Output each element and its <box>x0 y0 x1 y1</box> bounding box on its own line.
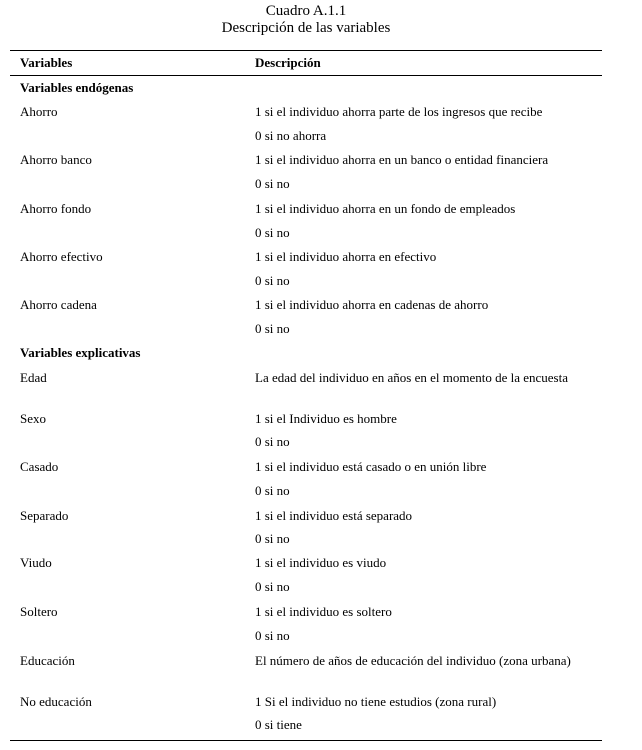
variable-description: 1 si el individuo ahorra en cadenas de ahorro <box>255 297 489 312</box>
zero-value: 0 si no ahorra <box>255 128 327 143</box>
variable-name: Casado <box>20 459 59 474</box>
section-endogenous: Variables endógenas <box>20 80 134 95</box>
section-explanatory: Variables explicativas <box>20 345 141 360</box>
variable-name: Soltero <box>20 604 58 619</box>
header-variables: Variables <box>20 55 73 70</box>
zero-value: 0 si no <box>255 273 290 288</box>
top-rule <box>10 50 602 51</box>
zero-value: 0 si no <box>255 628 290 643</box>
zero-value: 0 si no <box>255 483 290 498</box>
table-caption-title: Descripción de las variables <box>221 20 391 36</box>
variable-description: 1 Si el individuo no tiene estudios (zona rural) <box>255 694 497 709</box>
variable-description: 1 si el individuo es soltero <box>255 604 392 619</box>
zero-value: 0 si no <box>255 176 290 191</box>
variable-name: Separado <box>20 508 69 523</box>
variable-description: 1 si el individuo ahorra en un fondo de empleados <box>255 201 516 216</box>
header-description: Descripción <box>255 55 321 70</box>
zero-value: 0 si no <box>255 579 290 594</box>
zero-value: 0 si tiene <box>255 717 302 732</box>
variable-name: Viudo <box>20 555 52 570</box>
variable-name: Ahorro efectivo <box>20 249 103 264</box>
variable-description: 1 si el individuo ahorra en un banco o entidad financiera <box>255 152 549 167</box>
variable-name: Ahorro cadena <box>20 297 97 312</box>
variable-description: 1 si el individuo es viudo <box>255 555 387 570</box>
variable-description: 1 si el Individuo es hombre <box>255 411 397 426</box>
variable-name: Sexo <box>20 411 46 426</box>
variable-description: 1 si el individuo ahorra parte de los ingresos que recibe <box>255 104 543 119</box>
header-rule <box>10 75 602 76</box>
zero-value: 0 si no <box>255 321 290 336</box>
variable-name: Ahorro banco <box>20 152 92 167</box>
zero-value: 0 si no <box>255 531 290 546</box>
variable-description: 1 si el individuo está separado <box>255 508 413 523</box>
variable-name: Ahorro <box>20 104 58 119</box>
bottom-rule <box>10 740 602 741</box>
variable-name: Ahorro fondo <box>20 201 92 216</box>
zero-value: 0 si no <box>255 434 290 449</box>
variable-name: No educación <box>20 694 92 709</box>
variable-description: 1 si el individuo está casado o en unión libre <box>255 459 487 474</box>
variable-name: Educación <box>20 653 75 668</box>
variable-description: La edad del individuo en años en el momento de la encuesta <box>255 370 568 385</box>
table-caption-number: Cuadro A.1.1 <box>265 3 347 19</box>
variable-description: El número de años de educación del individuo (zona urbana) <box>255 653 571 668</box>
variable-description: 1 si el individuo ahorra en efectivo <box>255 249 437 264</box>
zero-value: 0 si no <box>255 225 290 240</box>
variable-name: Edad <box>20 370 47 385</box>
